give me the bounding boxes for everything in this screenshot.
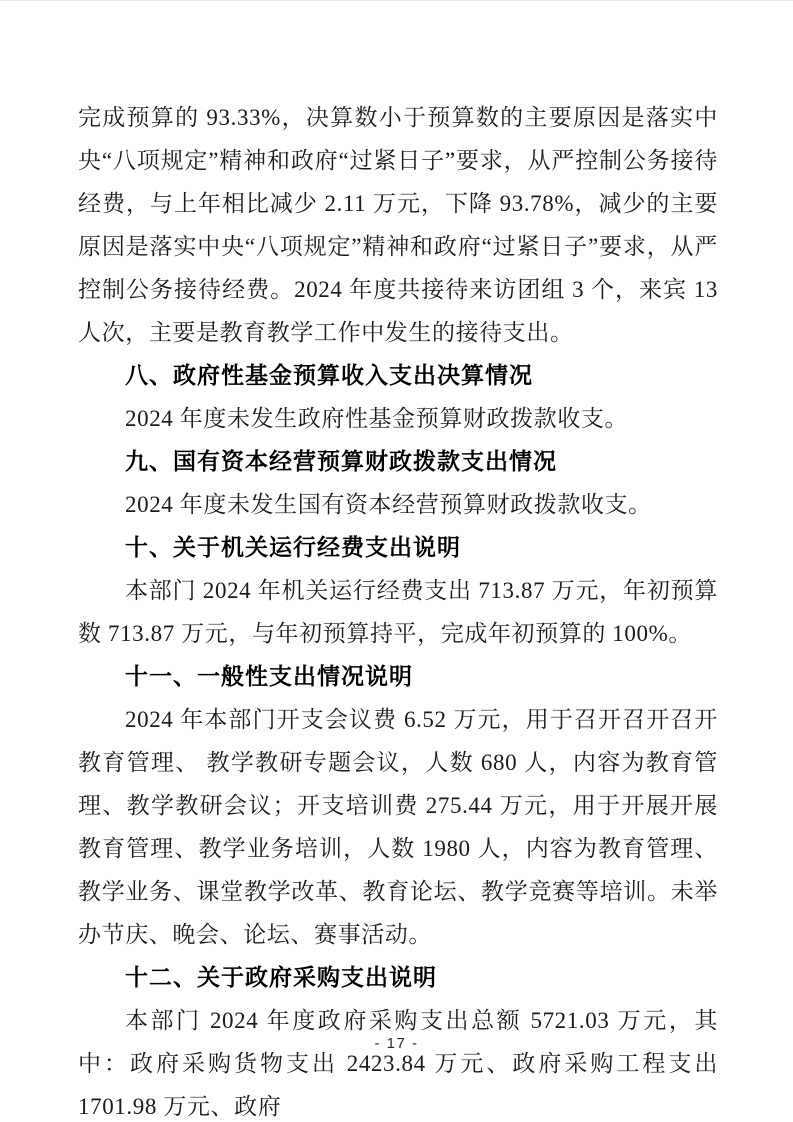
paragraph-state-capital-budget: 2024 年度未发生国有资本经营预算财政拨款收支。 [125,492,652,517]
paragraph-general-expenditure: 2024 年本部门开支会议费 6.52 万元，用于召开召开召开教育管理、 教学教研专题会议，人数 680 人，内容为教育管理、教学教研会议；开支培训费 275.44 万元，用于开展开展教育管理、教学业务培训，人数 1980 人，内容为教育管理、教学业务、课堂教学改革、教育论坛、教学竞赛等培训。未举办节庆、晚会、论坛、赛事活动。 [78,707,718,947]
section-heading-11-general-expenditure: 十一、一般性支出情况说明 [125,663,413,689]
section-heading-8-government-fund-budget: 八、政府性基金预算收入支出决算情况 [125,362,533,388]
paragraph-reception-expense-continued: 完成预算的 93.33%，决算数小于预算数的主要原因是落实中央“八项规定”精神和政府“过紧日子”要求，从严控制公务接待经费，与上年相比减少 2.11 万元，下降 93.78%，减少的主要原因是落实中央“八项规定”精神和政府“过紧日子”要求，从严控制公务接待经费。2024 年度共接待来访团组 3 个，来宾 13 人次，主要是教育教学工作中发生的接待支出。 [78,105,718,345]
section-heading-10-agency-operating-expense: 十、关于机关运行经费支出说明 [125,534,461,560]
page-number: - 17 - [374,1035,419,1052]
section-heading-9-state-capital-budget: 九、国有资本经营预算财政拨款支出情况 [125,448,557,474]
page-body [78,96,718,1122]
section-heading-12-government-procurement: 十二、关于政府采购支出说明 [125,964,437,990]
paragraph-agency-operating-expense: 本部门 2024 年机关运行经费支出 713.87 万元，年初预算数 713.87 万元，与年初预算持平，完成年初预算的 100%。 [78,578,718,646]
paragraph-government-fund-budget: 2024 年度未发生政府性基金预算财政拨款收支。 [125,406,629,431]
paragraph-government-procurement: 本部门 2024 年度政府采购支出总额 5721.03 万元，其中：政府采购货物支出 2423.84 万元、政府采购工程支出 1701.98 万元、政府 [78,1008,718,1119]
